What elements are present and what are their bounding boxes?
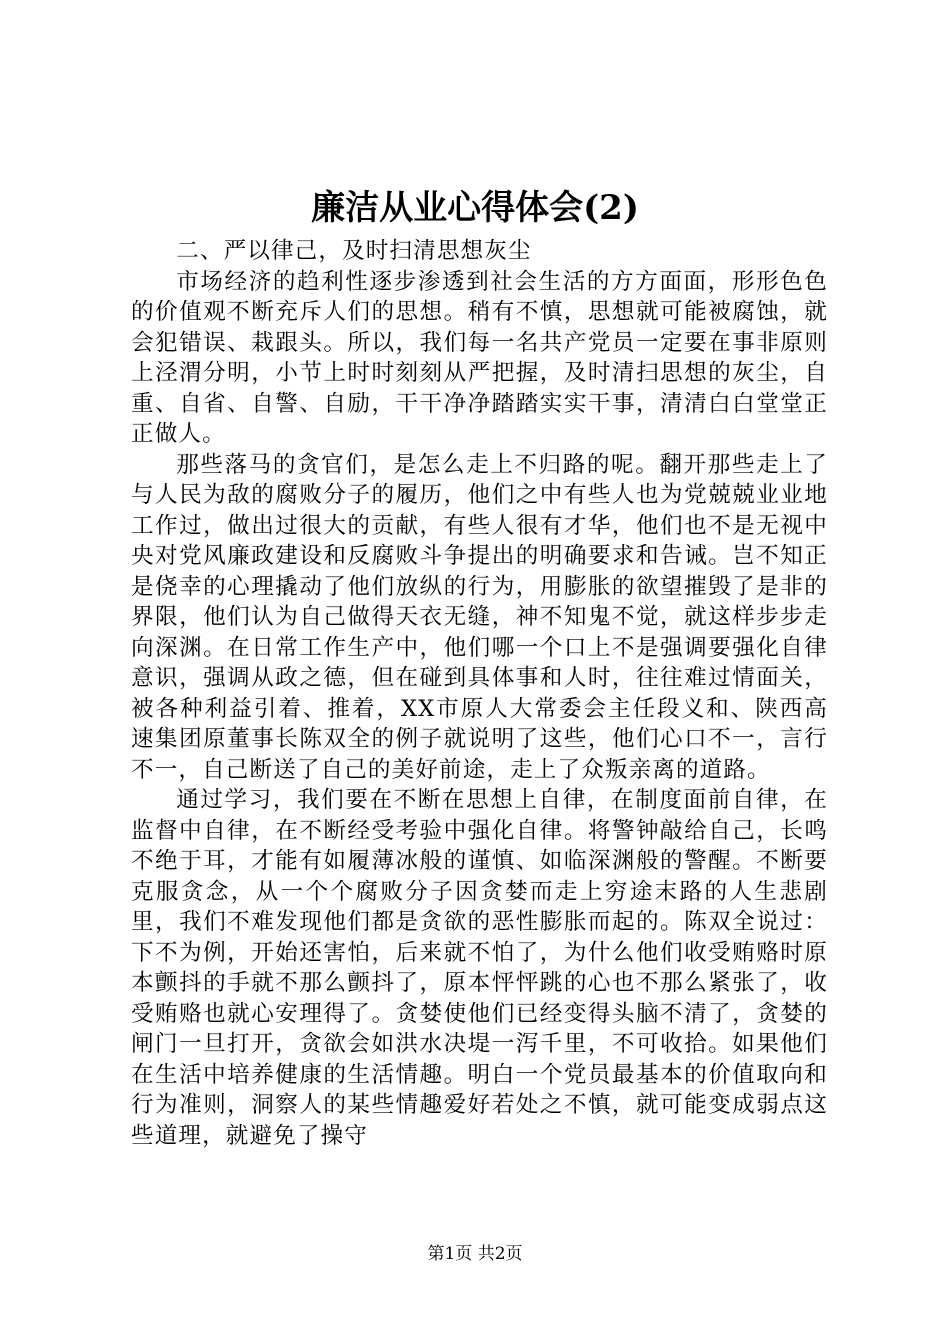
document-body [131,236,828,1151]
paragraph-3: 通过学习，我们要在不断在思想上自律，在制度面前自律，在监督中自律，在不断经受考验中强化自律。将警钟敲给自己，长鸣不绝于耳，才能有如履薄冰般的谨慎、如临深渊般的警醒。不断要克服贪念，从一个个腐败分子因贪婪而走上穷途末路的人生悲剧里，我们不难发现他们都是贪欲的恶性膨胀而起的。陈双全说过：下不为例，开始还害怕，后来就不怕了，为什么他们收受贿赂时原本颤抖的手就不那么颤抖了，原本怦怦跳的心也不那么紧张了，收受贿赂也就心安理得了。贪婪使他们已经变得头脑不清了，贪婪的闸门一旦打开，贪欲会如洪水决堤一泻千里，不可收拾。如果他们在生活中培养健康的生活情趣。明白一个党员最基本的价值取向和行为准则，洞察人的某些情趣爱好若处之不慎，就可能变成弱点这些道理，就避免了操守 [131,787,828,1149]
document-title: 廉洁从业心得体会(2) [311,188,639,228]
paragraph-1: 市场经济的趋利性逐步渗透到社会生活的方方面面，形形色色的价值观不断充斥人们的思想。稍有不慎，思想就可能被腐蚀，就会犯错误、栽跟头。所以，我们每一名共产党员一定要在事非原则上泾渭分明，小节上时时刻刻从严把握，及时清扫思想的灰尘，自重、自省、自警、自励，干干净净踏踏实实干事，清清白白堂堂正正做人。 [131,268,828,447]
paragraph-2: 那些落马的贪官们，是怎么走上不归路的呢。翻开那些走上了与人民为敌的腐败分子的履历，他们之中有些人也为党兢兢业业地工作过，做出过很大的贡献，有些人很有才华，他们也不是无视中央对党风廉政建设和反腐败斗争提出的明确要求和告诫。岂不知正是侥幸的心理撬动了他们放纵的行为，用膨胀的欲望摧毁了是非的界限，他们认为自己做得天衣无缝，神不知鬼不觉，就这样步步走向深渊。在日常工作生产中，他们哪一个口上不是强调要强化自律意识，强调从政之德，但在碰到具体事和人时，往往难过情面关，被各种利益引着、推着，XX市原人大常委会主任段义和、陕西高速集团原董事长陈双全的例子就说明了这些，他们心口不一，言行不一，自己断送了自己的美好前途，走上了众叛亲离的道路。 [131,451,828,783]
page-footer: 第1页 共2页 [427,1244,523,1264]
section-heading: 二、严以律己，及时扫清思想灰尘 [176,238,532,264]
